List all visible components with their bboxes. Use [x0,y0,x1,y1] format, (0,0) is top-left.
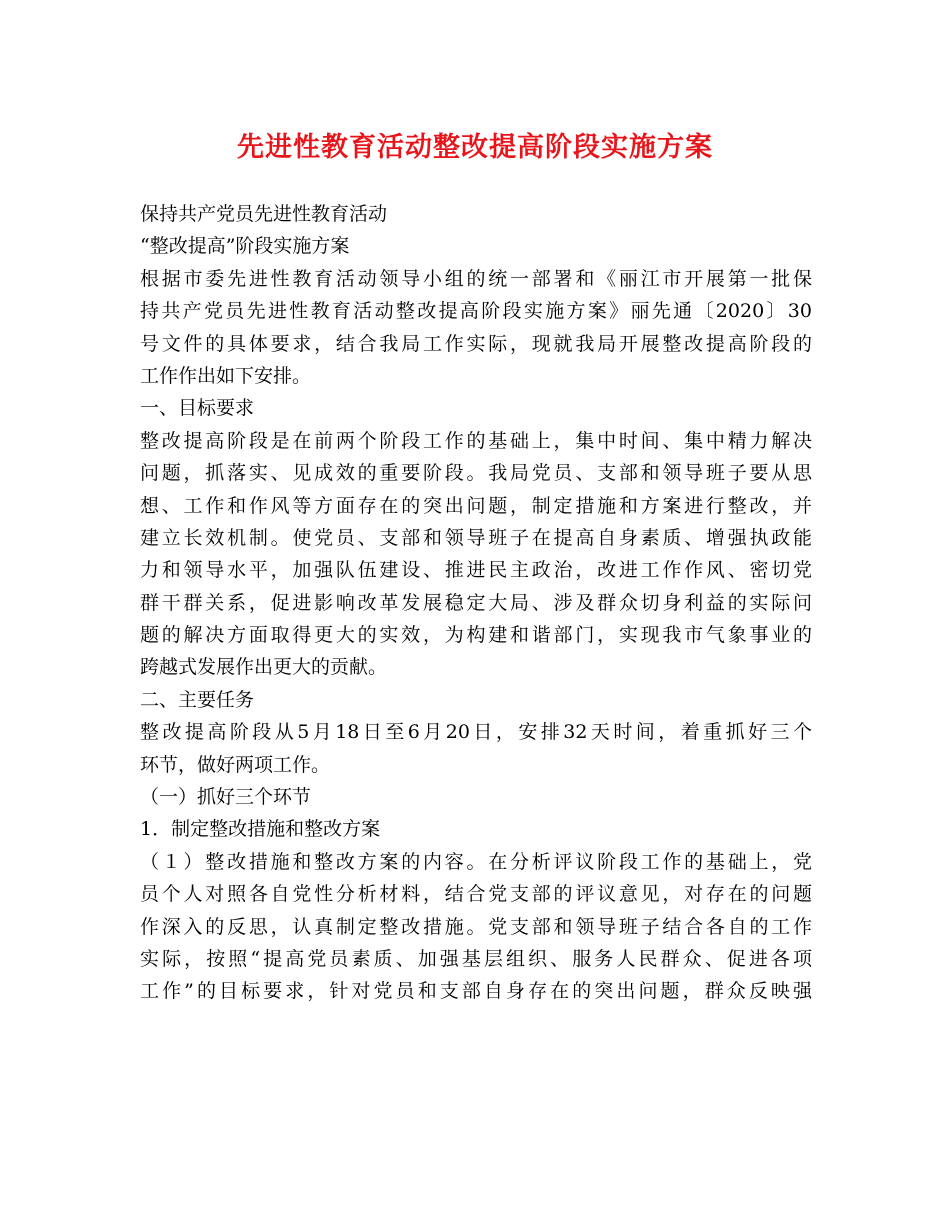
document-title: 先进性教育活动整改提高阶段实施方案 [237,132,713,163]
subsection-heading: （一）抓好三个环节 [140,786,312,809]
paragraph-line: 工作作出如下安排。 [140,364,312,387]
paragraph-line: 题的解决方面取得更大的实效，为构建和谐部门，实现我市气象事业的 [140,624,812,647]
paragraph-line: 号文件的具体要求，结合我局工作实际，现就我局开展整改提高阶段的 [140,332,812,355]
section-heading: 二、主要任务 [140,688,255,711]
item-heading: 1．制定整改措施和整改方案 [140,818,381,841]
subtitle-line-2: “整改提高”阶段实施方案 [140,235,350,258]
paragraph-line: 环节，做好两项工作。 [140,753,331,776]
paragraph-line: 整改提高阶段从5月18日至6月20日，安排32天时间，着重抓好三个 [140,721,812,744]
paragraph-line: （１）整改措施和整改方案的内容。在分析评议阶段工作的基础上，党 [140,850,812,873]
paragraph-line: 力和领导水平，加强队伍建设、推进民主政治，改进工作作风、密切党 [140,559,812,582]
subtitle-line-1: 保持共产党员先进性教育活动 [140,203,388,225]
paragraph-line: 整改提高阶段是在前两个阶段工作的基础上，集中时间、集中精力解决 [140,429,812,452]
document-body [140,198,812,1008]
paragraph-line: 想、工作和作风等方面存在的突出问题，制定措施和方案进行整改，并 [140,494,812,517]
paragraph-line: 作深入的反思，认真制定整改措施。党支部和领导班子结合各自的工作 [140,915,812,938]
paragraph-line: 跨越式发展作出更大的贡献。 [140,656,388,679]
paragraph-line: 员个人对照各自党性分析材料，结合党支部的评议意见，对存在的问题 [140,883,812,906]
paragraph-line: 群干群关系，促进影响改革发展稳定大局、涉及群众切身利益的实际问 [140,591,812,614]
paragraph-line: 持共产党员先进性教育活动整改提高阶段实施方案》丽先通〔2020〕30 [140,300,812,323]
paragraph-line: 问题，抓落实、见成效的重要阶段。我局党员、支部和领导班子要从思 [140,462,812,485]
paragraph-line: 实际，按照“提高党员素质、加强基层组织、服务人民群众、促进各项 [140,947,812,970]
paragraph-line: 建立长效机制。使党员、支部和领导班子在提高自身素质、增强执政能 [140,526,812,549]
paragraph-line: 工作”的目标要求，针对党员和支部自身存在的突出问题，群众反映强 [140,980,812,1003]
paragraph-line: 根据市委先进性教育活动领导小组的统一部署和《丽江市开展第一批保 [140,267,812,290]
section-heading: 一、目标要求 [140,397,255,420]
